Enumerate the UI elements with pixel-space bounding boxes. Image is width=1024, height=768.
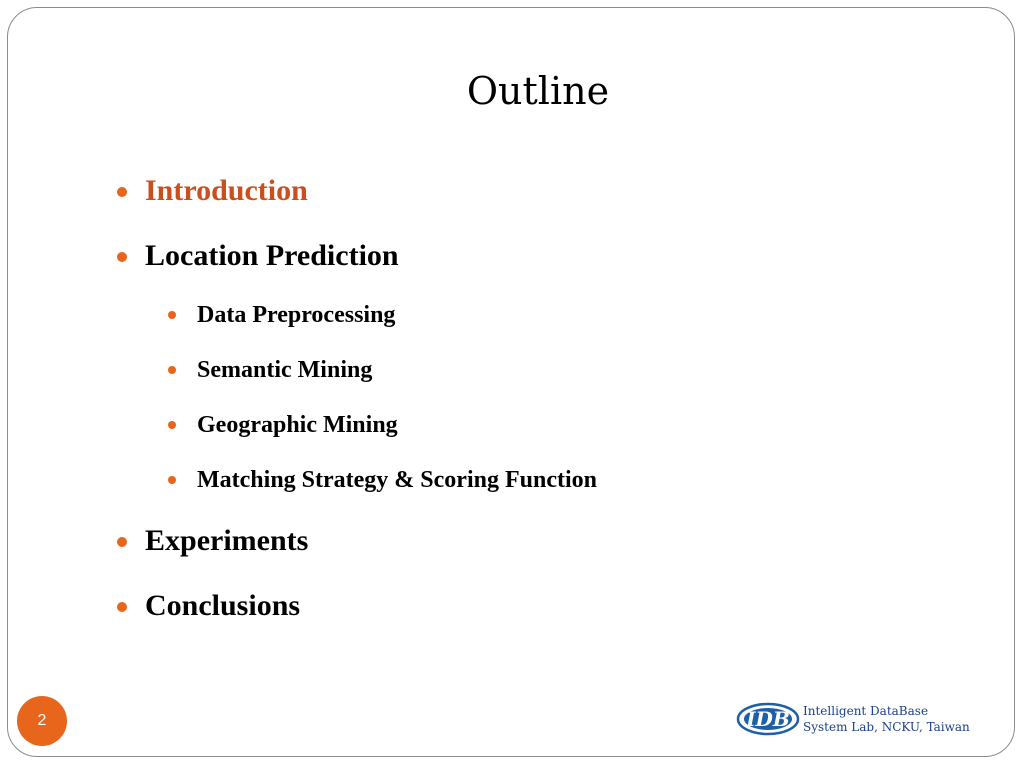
outline-subitem-matching-strategy [197, 468, 597, 492]
bullet-icon [117, 252, 127, 262]
lab-name-line1: Intelligent DataBase [803, 704, 929, 718]
outline-item-label: Conclusions [145, 589, 301, 622]
outline-item-label: Data Preprocessing [197, 302, 396, 328]
outline-item-experiments [145, 526, 308, 556]
outline-subitem-geographic-mining [197, 413, 398, 437]
outline-subitem-data-preprocessing [197, 303, 395, 327]
outline-item-label: Geographic Mining [197, 412, 398, 438]
logo-text: IDB [746, 707, 790, 731]
slide-frame [7, 7, 1015, 757]
bullet-icon [117, 602, 127, 612]
lab-name [803, 703, 970, 735]
outline-subitem-semantic-mining [197, 358, 372, 382]
outline-item-label: Semantic Mining [197, 357, 373, 383]
bullet-icon [117, 537, 127, 547]
bullet-icon [168, 421, 176, 429]
outline-item-label: Matching Strategy & Scoring Function [197, 467, 597, 493]
outline-item-label: Introduction [145, 174, 308, 207]
outline-item-label: Location Prediction [145, 239, 399, 272]
outline-item-location-prediction [145, 241, 399, 271]
outline-item-conclusions [145, 591, 300, 621]
page-number-badge: 2 [17, 696, 67, 746]
slide-title: Outline [466, 69, 610, 113]
bullet-icon [168, 476, 176, 484]
outline-item-label: Experiments [145, 524, 309, 557]
outline-item-introduction [145, 176, 308, 206]
bullet-icon [168, 311, 176, 319]
bullet-icon [168, 366, 176, 374]
idb-logo-icon [736, 702, 800, 736]
bullet-icon [117, 187, 127, 197]
lab-name-line2: System Lab, NCKU, Taiwan [803, 720, 970, 734]
